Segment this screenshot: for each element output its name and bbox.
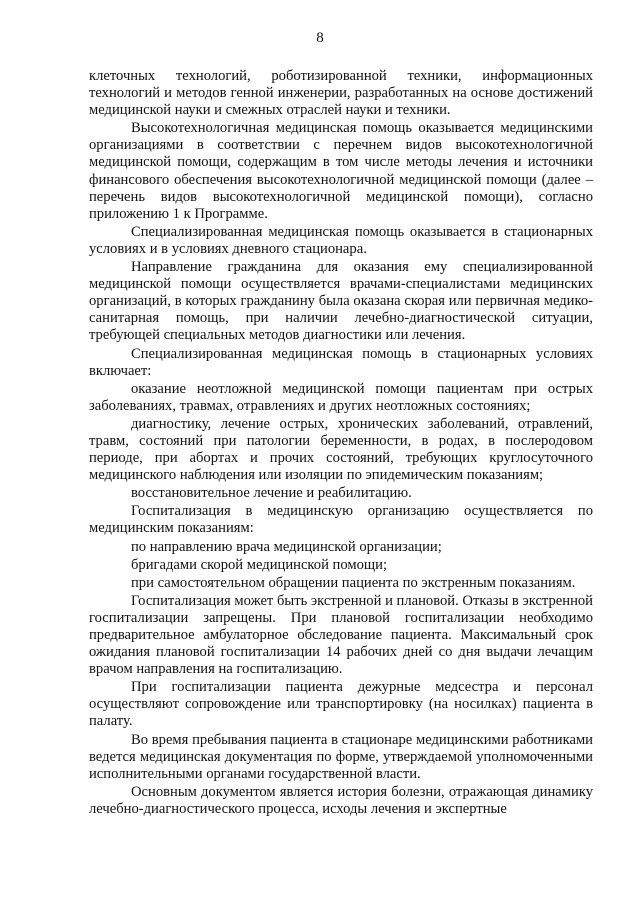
paragraph-escort: При госпитализации пациента дежурные медсестра и персонал осуществляют сопровождение или транспортировку (на носилках) пациента в палату. [89,679,593,730]
list-item-rehabilitation: восстановительное лечение и реабилитацию. [131,485,412,502]
list-item-ambulance: бригадами скорой медицинской помощи; [131,556,387,573]
paragraph-high-tech-care: Высокотехнологичная медицинская помощь оказывается медицинскими организациями в соответствии с перечнем видов высокотехнологичной медицинской помощи, содержащим в том числе методы лечения и источники финансового обеспечения высокотехнологичной медицинской помощи (далее – перечень видов высокотехнологичной медицинской помощи), согласно приложению 1 к Программе. [89,120,593,222]
paragraph-hospitalization-types: Госпитализация может быть экстренной и плановой. Отказы в экстренной госпитализации запрещены. При плановой госпитализации необходимо предварительное амбулаторное обследование пациента. Максимальный срок ожидания плановой госпитализации 14 рабочих дней со дня выдачи лечащим врачом направления на госпитализацию. [89,592,593,678]
paragraph-documentation: Во время пребывания пациента в стационаре медицинскими работниками ведется медицинская документация по форме, утверждаемой уполномоченными исполнительными органами государственной власти. [89,731,593,782]
paragraph-continuation: клеточных технологий, роботизированной техники, информационных технологий и методов генной инженерии, разработанных на основе достижений медицинской науки и смежных отраслей науки и техники. [89,68,593,119]
document-body [89,68,593,819]
paragraph-referral: Направление гражданина для оказания ему специализированной медицинской помощи осуществляется врачами-специалистами медицинских организаций, в которых гражданину была оказана скорая или первичная медико-санитарная помощь, при наличии лечебно-диагностической ситуации, требующей специальных методов диагностики или лечения. [89,259,593,344]
paragraph-hospitalization: Госпитализация в медицинскую организацию осуществляется по медицинским показаниям: [89,503,593,537]
list-item-self-referral: при самостоятельном обращении пациента по экстренным показаниям. [131,574,576,591]
list-item-emergency-care: оказание неотложной медицинской помощи пациентам при острых заболеваниях, травмах, отравлениях и других неотложных состояниях; [89,380,593,414]
paragraph-medical-history: Основным документом является история болезни, отражающая динамику лечебно-диагностического процесса, исходы лечения и экспертные [89,783,593,817]
page-number: 8 [316,30,324,46]
paragraph-specialized-care: Специализированная медицинская помощь оказывается в стационарных условиях и в условиях дневного стационара. [89,223,593,257]
list-item-doctor-referral: по направлению врача медицинской организации; [131,538,442,555]
paragraph-inpatient-includes: Специализированная медицинская помощь в стационарных условиях включает: [89,345,593,379]
list-item-diagnostics: диагностику, лечение острых, хронических заболеваний, отравлений, травм, состояний при патологии беременности, в родах, в послеродовом периоде, при абортах и прочих состояний, требующих круглосуточного медицинского наблюдения или изоляции по эпидемическим показаниям; [89,415,593,484]
